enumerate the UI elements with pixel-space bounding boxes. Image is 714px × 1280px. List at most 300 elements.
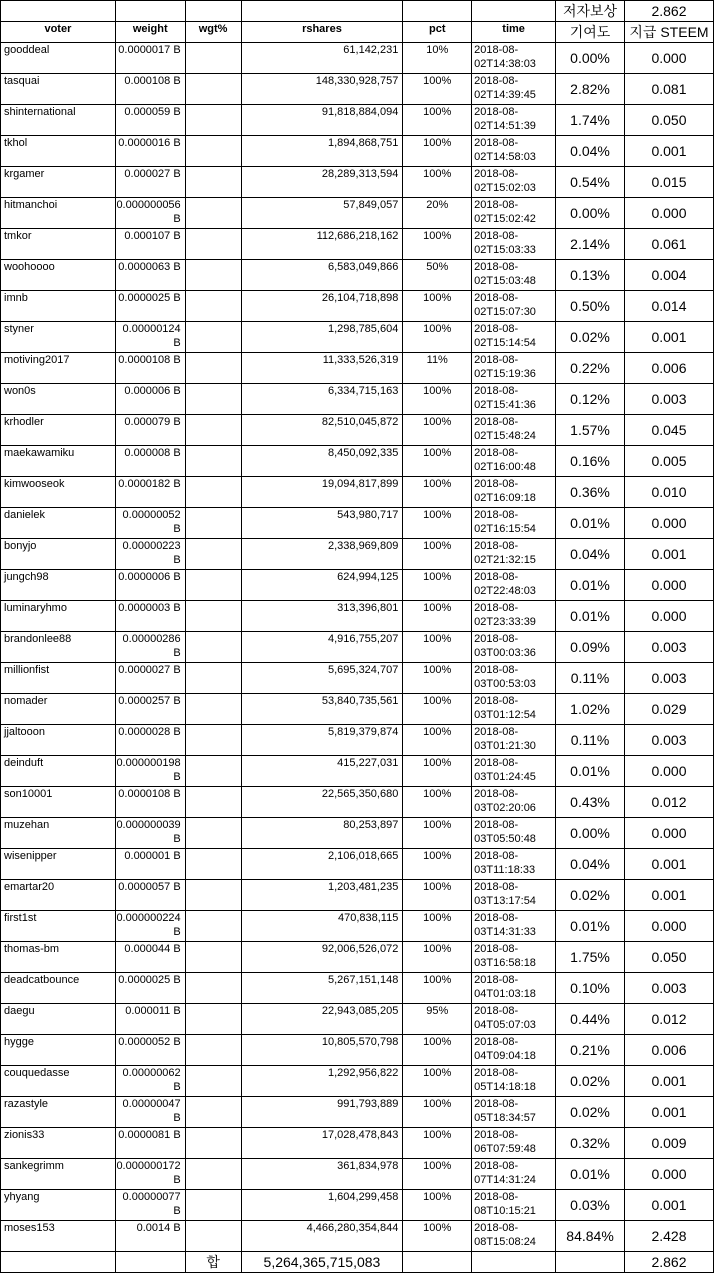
wgt-pct-cell [185, 1035, 241, 1066]
contribution-cell: 0.01% [556, 570, 625, 601]
payout-cell: 0.045 [624, 415, 713, 446]
rshares-cell: 313,396,801 [241, 601, 403, 632]
voter-cell: hitmanchoi [1, 198, 116, 229]
pct-cell: 100% [403, 1128, 472, 1159]
weight-cell: 0.00000223 B [115, 539, 185, 570]
weight-cell: 0.0000028 B [115, 725, 185, 756]
weight-cell: 0.0000017 B [115, 43, 185, 74]
pct-cell: 100% [403, 1221, 472, 1252]
wgt-pct-cell [185, 787, 241, 818]
wgt-pct-cell [185, 353, 241, 384]
payout-cell: 0.000 [624, 570, 713, 601]
table-row [1, 1128, 714, 1159]
time-cell: 2018-08-03T02:20:06 [472, 787, 556, 818]
wgt-pct-cell [185, 477, 241, 508]
rshares-cell: 1,292,956,822 [241, 1066, 403, 1097]
time-cell: 2018-08-02T14:38:03 [472, 43, 556, 74]
wgt-pct-cell [185, 880, 241, 911]
contribution-cell: 0.12% [556, 384, 625, 415]
pct-cell: 100% [403, 1159, 472, 1190]
payout-cell: 0.000 [624, 601, 713, 632]
voter-cell: moses153 [1, 1221, 116, 1252]
author-reward-row [1, 1, 714, 22]
time-cell: 2018-08-02T15:02:03 [472, 167, 556, 198]
wgt-pct-cell [185, 1097, 241, 1128]
wgt-pct-cell [185, 570, 241, 601]
time-cell: 2018-08-02T15:03:48 [472, 260, 556, 291]
wgt-pct-cell [185, 539, 241, 570]
contribution-cell: 0.43% [556, 787, 625, 818]
rshares-cell: 2,338,969,809 [241, 539, 403, 570]
weight-cell: 0.0000057 B [115, 880, 185, 911]
payout-cell: 0.000 [624, 508, 713, 539]
weight-cell: 0.0000063 B [115, 260, 185, 291]
voter-cell: son10001 [1, 787, 116, 818]
weight-cell: 0.0000027 B [115, 663, 185, 694]
contribution-cell: 1.75% [556, 942, 625, 973]
wgt-pct-cell [185, 756, 241, 787]
contribution-cell: 0.44% [556, 1004, 625, 1035]
pct-cell: 11% [403, 353, 472, 384]
contribution-cell: 0.32% [556, 1128, 625, 1159]
wgt-pct-cell [185, 229, 241, 260]
rshares-cell: 361,834,978 [241, 1159, 403, 1190]
time-cell: 2018-08-04T05:07:03 [472, 1004, 556, 1035]
contribution-cell: 0.02% [556, 880, 625, 911]
contribution-cell: 0.09% [556, 632, 625, 663]
voter-cell: luminaryhmo [1, 601, 116, 632]
rshares-cell: 22,943,085,205 [241, 1004, 403, 1035]
rshares-cell: 92,006,526,072 [241, 942, 403, 973]
header-pct: pct [403, 22, 472, 43]
rshares-cell: 6,583,049,866 [241, 260, 403, 291]
weight-cell: 0.0000182 B [115, 477, 185, 508]
pct-cell: 20% [403, 198, 472, 229]
weight-cell: 0.000000039 B [115, 818, 185, 849]
table-row [1, 1004, 714, 1035]
wgt-pct-cell [185, 694, 241, 725]
table-row [1, 725, 714, 756]
time-cell: 2018-08-08T10:15:21 [472, 1190, 556, 1221]
pct-cell: 100% [403, 973, 472, 1004]
time-cell: 2018-08-02T15:14:54 [472, 322, 556, 353]
voter-cell: zionis33 [1, 1128, 116, 1159]
contribution-cell: 0.01% [556, 756, 625, 787]
voter-cell: woohoooo [1, 260, 116, 291]
voter-cell: deinduft [1, 756, 116, 787]
table-row [1, 229, 714, 260]
payout-cell: 2.428 [624, 1221, 713, 1252]
voter-cell: yhyang [1, 1190, 116, 1221]
weight-cell: 0.0000052 B [115, 1035, 185, 1066]
table-row [1, 1035, 714, 1066]
weight-cell: 0.0000025 B [115, 973, 185, 1004]
voter-cell: gooddeal [1, 43, 116, 74]
voter-cell: deadcatbounce [1, 973, 116, 1004]
wgt-pct-cell [185, 291, 241, 322]
rshares-cell: 19,094,817,899 [241, 477, 403, 508]
wgt-pct-cell [185, 911, 241, 942]
header-weight: weight [115, 22, 185, 43]
voter-cell: first1st [1, 911, 116, 942]
table-row [1, 849, 714, 880]
sum-blank [403, 1252, 472, 1273]
header-wgt-pct: wgt% [185, 22, 241, 43]
time-cell: 2018-08-06T07:59:48 [472, 1128, 556, 1159]
header-voter: voter [1, 22, 116, 43]
pct-cell: 50% [403, 260, 472, 291]
rshares-cell: 112,686,218,162 [241, 229, 403, 260]
pct-cell: 100% [403, 663, 472, 694]
payout-cell: 0.004 [624, 260, 713, 291]
table-row [1, 353, 714, 384]
payout-cell: 0.000 [624, 818, 713, 849]
voter-cell: brandonlee88 [1, 632, 116, 663]
weight-cell: 0.00000047 B [115, 1097, 185, 1128]
pct-cell: 100% [403, 229, 472, 260]
weight-cell: 0.0000081 B [115, 1128, 185, 1159]
pct-cell: 100% [403, 1190, 472, 1221]
weight-cell: 0.000006 B [115, 384, 185, 415]
contribution-cell: 1.74% [556, 105, 625, 136]
voter-cell: couquedasse [1, 1066, 116, 1097]
time-cell: 2018-08-04T09:04:18 [472, 1035, 556, 1066]
rshares-cell: 61,142,231 [241, 43, 403, 74]
wgt-pct-cell [185, 1159, 241, 1190]
time-cell: 2018-08-03T01:21:30 [472, 725, 556, 756]
voter-cell: razastyle [1, 1097, 116, 1128]
time-cell: 2018-08-02T15:02:42 [472, 198, 556, 229]
rshares-cell: 1,604,299,458 [241, 1190, 403, 1221]
rshares-cell: 1,203,481,235 [241, 880, 403, 911]
payout-cell: 0.081 [624, 74, 713, 105]
contribution-cell: 0.50% [556, 291, 625, 322]
table-row [1, 167, 714, 198]
rshares-cell: 470,838,115 [241, 911, 403, 942]
wgt-pct-cell [185, 260, 241, 291]
pct-cell: 100% [403, 725, 472, 756]
contribution-cell: 0.04% [556, 539, 625, 570]
time-cell: 2018-08-02T16:00:48 [472, 446, 556, 477]
weight-cell: 0.000011 B [115, 1004, 185, 1035]
wgt-pct-cell [185, 725, 241, 756]
wgt-pct-cell [185, 663, 241, 694]
sum-blank [556, 1252, 625, 1273]
payout-cell: 0.003 [624, 632, 713, 663]
wgt-pct-cell [185, 198, 241, 229]
wgt-pct-cell [185, 136, 241, 167]
pct-cell: 100% [403, 508, 472, 539]
weight-cell: 0.00000052 B [115, 508, 185, 539]
contribution-cell: 0.02% [556, 1066, 625, 1097]
pct-cell: 100% [403, 880, 472, 911]
rshares-cell: 5,695,324,707 [241, 663, 403, 694]
rshares-cell: 543,980,717 [241, 508, 403, 539]
contribution-cell: 0.00% [556, 43, 625, 74]
payout-cell: 0.001 [624, 880, 713, 911]
wgt-pct-cell [185, 849, 241, 880]
wgt-pct-cell [185, 601, 241, 632]
table-row [1, 74, 714, 105]
table-row [1, 787, 714, 818]
time-cell: 2018-08-02T22:48:03 [472, 570, 556, 601]
voter-cell: hygge [1, 1035, 116, 1066]
voter-cell: imnb [1, 291, 116, 322]
voter-cell: nomader [1, 694, 116, 725]
header-row [1, 22, 714, 43]
pct-cell: 100% [403, 446, 472, 477]
weight-cell: 0.000059 B [115, 105, 185, 136]
rshares-cell: 624,994,125 [241, 570, 403, 601]
header-payout: 지급 STEEM [624, 22, 713, 43]
wgt-pct-cell [185, 973, 241, 1004]
table-row [1, 446, 714, 477]
contribution-cell: 1.57% [556, 415, 625, 446]
payout-cell: 0.001 [624, 136, 713, 167]
pct-cell: 100% [403, 74, 472, 105]
weight-cell: 0.00000077 B [115, 1190, 185, 1221]
contribution-cell: 1.02% [556, 694, 625, 725]
wgt-pct-cell [185, 74, 241, 105]
time-cell: 2018-08-05T18:34:57 [472, 1097, 556, 1128]
table-row [1, 1221, 714, 1252]
payout-cell: 0.014 [624, 291, 713, 322]
voter-cell: won0s [1, 384, 116, 415]
wgt-pct-cell [185, 1066, 241, 1097]
wgt-pct-cell [185, 1004, 241, 1035]
contribution-cell: 0.21% [556, 1035, 625, 1066]
pct-cell: 100% [403, 105, 472, 136]
wgt-pct-cell [185, 1221, 241, 1252]
rshares-cell: 415,227,031 [241, 756, 403, 787]
payout-cell: 0.006 [624, 1035, 713, 1066]
table-row [1, 632, 714, 663]
table-row [1, 1190, 714, 1221]
time-cell: 2018-08-02T16:15:54 [472, 508, 556, 539]
time-cell: 2018-08-03T01:24:45 [472, 756, 556, 787]
contribution-cell: 0.01% [556, 601, 625, 632]
voter-cell: thomas-bm [1, 942, 116, 973]
pct-cell: 100% [403, 694, 472, 725]
wgt-pct-cell [185, 818, 241, 849]
weight-cell: 0.000000172 B [115, 1159, 185, 1190]
wgt-pct-cell [185, 508, 241, 539]
payout-cell: 0.001 [624, 1066, 713, 1097]
wgt-pct-cell [185, 1190, 241, 1221]
pct-cell: 100% [403, 570, 472, 601]
voter-cell: bonyjo [1, 539, 116, 570]
weight-cell: 0.0000257 B [115, 694, 185, 725]
contribution-cell: 0.13% [556, 260, 625, 291]
rshares-cell: 4,466,280,354,844 [241, 1221, 403, 1252]
weight-cell: 0.000001 B [115, 849, 185, 880]
payout-cell: 0.009 [624, 1128, 713, 1159]
pct-cell: 100% [403, 942, 472, 973]
rshares-cell: 28,289,313,594 [241, 167, 403, 198]
table-row [1, 260, 714, 291]
voter-cell: shinternational [1, 105, 116, 136]
sum-blank [472, 1252, 556, 1273]
rshares-cell: 57,849,057 [241, 198, 403, 229]
contribution-cell: 0.04% [556, 849, 625, 880]
weight-cell: 0.000079 B [115, 415, 185, 446]
pct-cell: 10% [403, 43, 472, 74]
pct-cell: 100% [403, 136, 472, 167]
time-cell: 2018-08-03T11:18:33 [472, 849, 556, 880]
table-row [1, 198, 714, 229]
contribution-cell: 0.11% [556, 725, 625, 756]
voter-cell: millionfist [1, 663, 116, 694]
contribution-cell: 0.03% [556, 1190, 625, 1221]
time-cell: 2018-08-02T15:03:33 [472, 229, 556, 260]
pct-cell: 95% [403, 1004, 472, 1035]
table-row [1, 601, 714, 632]
contribution-cell: 0.01% [556, 508, 625, 539]
voter-cell: danielek [1, 508, 116, 539]
time-cell: 2018-08-02T15:48:24 [472, 415, 556, 446]
payout-cell: 0.001 [624, 539, 713, 570]
pct-cell: 100% [403, 632, 472, 663]
payout-cell: 0.050 [624, 942, 713, 973]
voter-cell: sankegrimm [1, 1159, 116, 1190]
rshares-cell: 26,104,718,898 [241, 291, 403, 322]
table-row [1, 818, 714, 849]
time-cell: 2018-08-04T01:03:18 [472, 973, 556, 1004]
time-cell: 2018-08-03T13:17:54 [472, 880, 556, 911]
voter-cell: daegu [1, 1004, 116, 1035]
contribution-cell: 0.00% [556, 818, 625, 849]
time-cell: 2018-08-02T14:58:03 [472, 136, 556, 167]
table-row [1, 911, 714, 942]
table-row [1, 663, 714, 694]
wgt-pct-cell [185, 105, 241, 136]
contribution-cell: 0.22% [556, 353, 625, 384]
weight-cell: 0.0000003 B [115, 601, 185, 632]
contribution-cell: 0.01% [556, 1159, 625, 1190]
weight-cell: 0.000008 B [115, 446, 185, 477]
weight-cell: 0.000000198 B [115, 756, 185, 787]
payout-cell: 0.015 [624, 167, 713, 198]
contribution-cell: 0.00% [556, 198, 625, 229]
time-cell: 2018-08-07T14:31:24 [472, 1159, 556, 1190]
pct-cell: 100% [403, 849, 472, 880]
weight-cell: 0.0000108 B [115, 787, 185, 818]
time-cell: 2018-08-03T01:12:54 [472, 694, 556, 725]
pct-cell: 100% [403, 787, 472, 818]
rshares-cell: 17,028,478,843 [241, 1128, 403, 1159]
contribution-cell: 0.04% [556, 136, 625, 167]
table-row [1, 880, 714, 911]
rshares-cell: 1,894,868,751 [241, 136, 403, 167]
weight-cell: 0.000044 B [115, 942, 185, 973]
rshares-cell: 2,106,018,665 [241, 849, 403, 880]
rshares-cell: 1,298,785,604 [241, 322, 403, 353]
weight-cell: 0.000000224 B [115, 911, 185, 942]
pct-cell: 100% [403, 477, 472, 508]
table-row [1, 942, 714, 973]
author-reward-label: 저자보상 [556, 1, 625, 22]
weight-cell: 0.00000124 B [115, 322, 185, 353]
payout-cell: 0.001 [624, 1097, 713, 1128]
rshares-cell: 5,267,151,148 [241, 973, 403, 1004]
pct-cell: 100% [403, 1066, 472, 1097]
voter-cell: kimwooseok [1, 477, 116, 508]
table-row [1, 570, 714, 601]
rshares-cell: 148,330,928,757 [241, 74, 403, 105]
payout-cell: 0.010 [624, 477, 713, 508]
weight-cell: 0.0000108 B [115, 353, 185, 384]
header-rshares: rshares [241, 22, 403, 43]
header-time: time [472, 22, 556, 43]
pct-cell: 100% [403, 1035, 472, 1066]
wgt-pct-cell [185, 446, 241, 477]
voter-cell: styner [1, 322, 116, 353]
rshares-cell: 5,819,379,874 [241, 725, 403, 756]
payout-cell: 0.000 [624, 1159, 713, 1190]
time-cell: 2018-08-02T23:33:39 [472, 601, 556, 632]
voter-cell: tasquai [1, 74, 116, 105]
payout-cell: 0.003 [624, 384, 713, 415]
contribution-cell: 0.16% [556, 446, 625, 477]
payout-cell: 0.012 [624, 1004, 713, 1035]
payout-cell: 0.029 [624, 694, 713, 725]
pct-cell: 100% [403, 539, 472, 570]
pct-cell: 100% [403, 415, 472, 446]
table-row [1, 322, 714, 353]
weight-cell: 0.000027 B [115, 167, 185, 198]
table-row [1, 415, 714, 446]
table-row [1, 105, 714, 136]
rshares-cell: 11,333,526,319 [241, 353, 403, 384]
table-row [1, 1066, 714, 1097]
table-row [1, 1159, 714, 1190]
contribution-cell: 0.02% [556, 1097, 625, 1128]
pct-cell: 100% [403, 818, 472, 849]
payout-cell: 0.006 [624, 353, 713, 384]
weight-cell: 0.0000016 B [115, 136, 185, 167]
rshares-cell: 991,793,889 [241, 1097, 403, 1128]
payout-cell: 0.003 [624, 725, 713, 756]
payout-cell: 0.005 [624, 446, 713, 477]
rshares-cell: 4,916,755,207 [241, 632, 403, 663]
time-cell: 2018-08-02T16:09:18 [472, 477, 556, 508]
table-row [1, 539, 714, 570]
pct-cell: 100% [403, 384, 472, 415]
table-row [1, 694, 714, 725]
total-rshares: 5,264,365,715,083 [241, 1252, 403, 1273]
wgt-pct-cell [185, 167, 241, 198]
time-cell: 2018-08-02T15:19:36 [472, 353, 556, 384]
payout-cell: 0.050 [624, 105, 713, 136]
table-row [1, 136, 714, 167]
header-contribution: 기여도 [556, 22, 625, 43]
pct-cell: 100% [403, 322, 472, 353]
weight-cell: 0.000108 B [115, 74, 185, 105]
total-label: 합 [185, 1252, 241, 1273]
pct-cell: 100% [403, 601, 472, 632]
payout-cell: 0.000 [624, 198, 713, 229]
time-cell: 2018-08-03T16:58:18 [472, 942, 556, 973]
pct-cell: 100% [403, 291, 472, 322]
pct-cell: 100% [403, 911, 472, 942]
rshares-cell: 82,510,045,872 [241, 415, 403, 446]
weight-cell: 0.00000286 B [115, 632, 185, 663]
table-row [1, 384, 714, 415]
time-cell: 2018-08-05T14:18:18 [472, 1066, 556, 1097]
payout-cell: 0.003 [624, 663, 713, 694]
total-payout: 2.862 [624, 1252, 713, 1273]
voter-cell: tmkor [1, 229, 116, 260]
